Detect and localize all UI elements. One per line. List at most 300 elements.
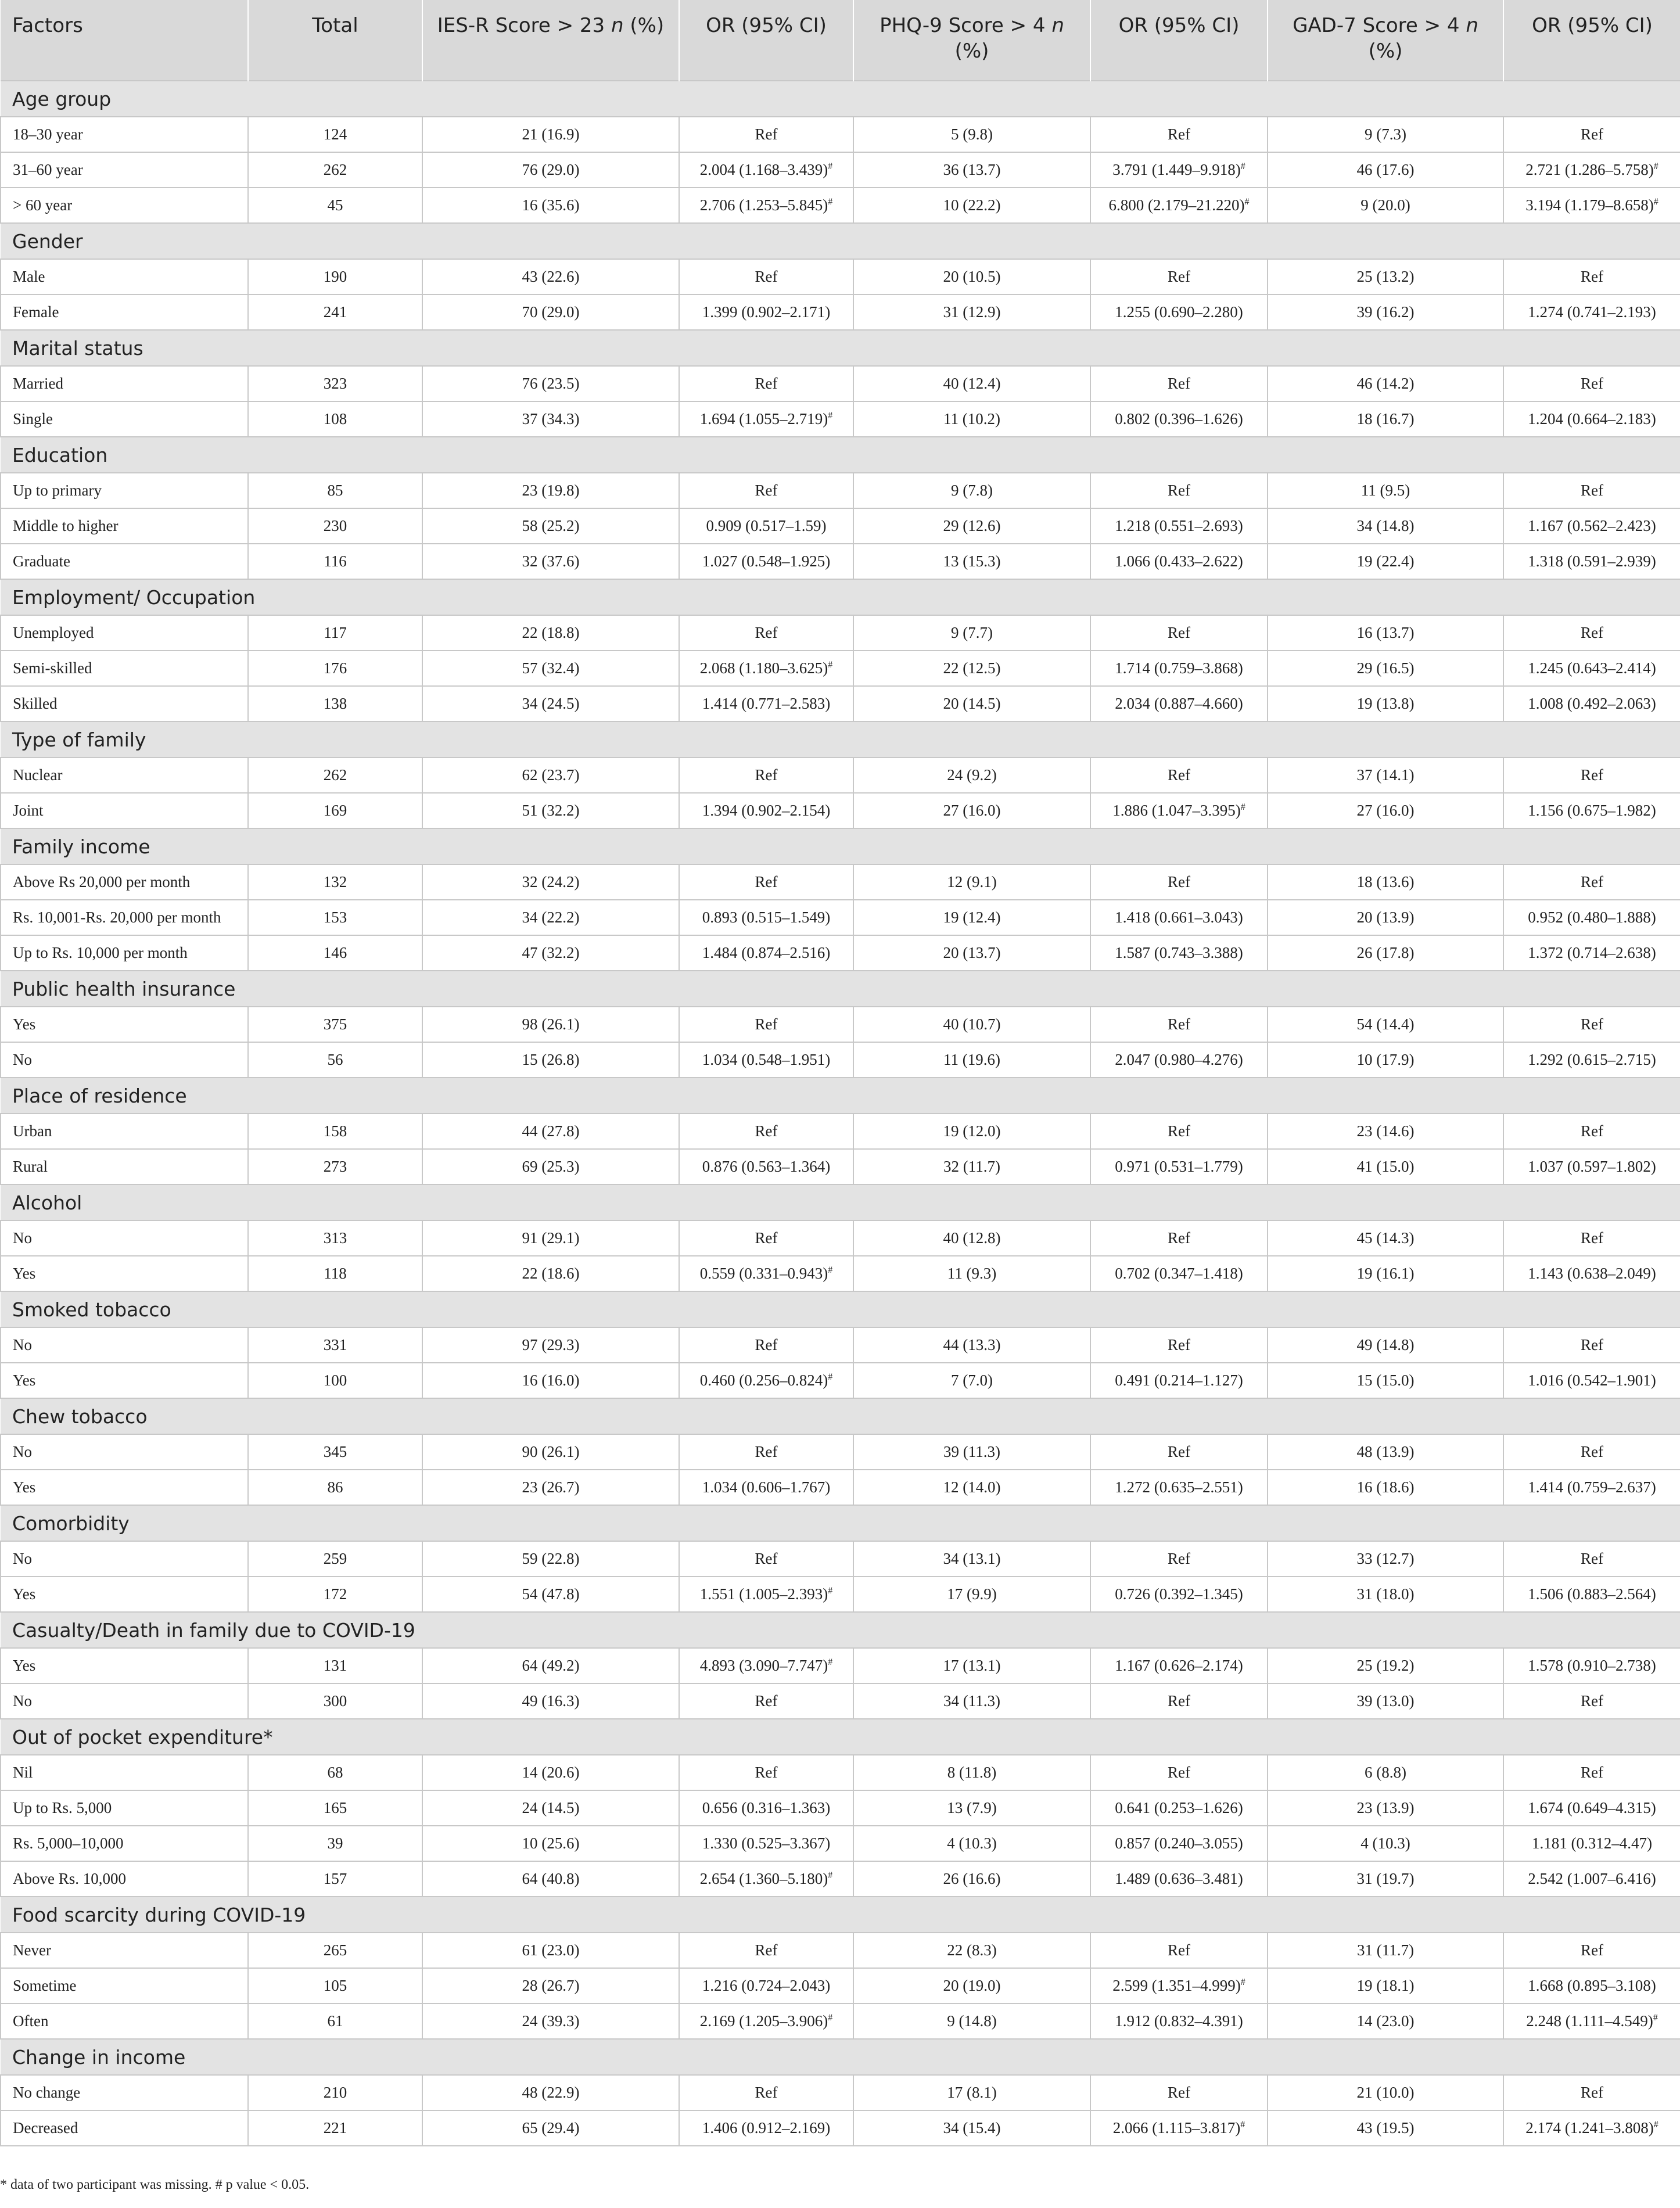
table-cell: 241	[248, 295, 422, 330]
group-header-row	[1, 971, 1680, 1007]
table-cell: Ref	[679, 2075, 853, 2110]
table-row	[1, 1826, 1680, 1861]
column-header: IES-R Score > 23 n (%)	[422, 0, 679, 81]
table-cell: 25 (13.2)	[1268, 259, 1503, 295]
row-label: No	[1, 1327, 248, 1363]
row-label: No	[1, 1042, 248, 1078]
table-cell: 0.460 (0.256–0.824)#	[679, 1363, 853, 1398]
table-cell: 40 (12.4)	[853, 366, 1090, 401]
table-row	[1, 259, 1680, 295]
significance-marker: #	[828, 2013, 833, 2023]
table-cell: Ref	[1503, 1114, 1680, 1149]
significance-marker: #	[1240, 1977, 1245, 1987]
table-cell: 1.204 (0.664–2.183)	[1503, 401, 1680, 437]
table-cell: 138	[248, 686, 422, 721]
table-cell: 32 (37.6)	[422, 544, 679, 579]
table-row	[1, 1541, 1680, 1577]
table-cell: 331	[248, 1327, 422, 1363]
significance-marker: #	[1244, 197, 1250, 207]
table-cell: 1.143 (0.638–2.049)	[1503, 1256, 1680, 1291]
table-cell: 1.034 (0.548–1.951)	[679, 1042, 853, 1078]
group-header-row	[1, 81, 1680, 117]
row-label: Nuclear	[1, 757, 248, 793]
table-row	[1, 1933, 1680, 1968]
table-row	[1, 366, 1680, 401]
table-cell: 62 (23.7)	[422, 757, 679, 793]
table-cell: 29 (16.5)	[1268, 651, 1503, 686]
table-cell: Ref	[679, 366, 853, 401]
table-cell: 76 (29.0)	[422, 152, 679, 188]
table-cell: 24 (9.2)	[853, 757, 1090, 793]
table-cell: 22 (8.3)	[853, 1933, 1090, 1968]
table-cell: 0.641 (0.253–1.626)	[1090, 1790, 1268, 1826]
table-row	[1, 295, 1680, 330]
table-cell: 17 (13.1)	[853, 1648, 1090, 1683]
group-title: Employment/ Occupation	[1, 579, 1680, 615]
group-header-row	[1, 1505, 1680, 1541]
table-cell: 70 (29.0)	[422, 295, 679, 330]
table-row	[1, 864, 1680, 900]
table-cell: 131	[248, 1648, 422, 1683]
header-row	[1, 0, 1680, 81]
table-cell: 76 (23.5)	[422, 366, 679, 401]
significance-marker: #	[828, 660, 833, 670]
table-row	[1, 2004, 1680, 2039]
table-cell: Ref	[1503, 1327, 1680, 1363]
row-label: Skilled	[1, 686, 248, 721]
table-cell: 4 (10.3)	[1268, 1826, 1503, 1861]
table-cell: 20 (10.5)	[853, 259, 1090, 295]
table-cell: 2.066 (1.115–3.817)#	[1090, 2110, 1268, 2146]
table-cell: Ref	[1090, 259, 1268, 295]
table-cell: 1.330 (0.525–3.367)	[679, 1826, 853, 1861]
group-title: Smoked tobacco	[1, 1291, 1680, 1327]
table-cell: 1.066 (0.433–2.622)	[1090, 544, 1268, 579]
table-footnote: * data of two participant was missing. # p value < 0.05.	[0, 2177, 310, 2192]
table-cell: 1.216 (0.724–2.043)	[679, 1968, 853, 2004]
table-cell: 1.694 (1.055–2.719)#	[679, 401, 853, 437]
table-cell: 22 (18.8)	[422, 615, 679, 651]
table-cell: 15 (15.0)	[1268, 1363, 1503, 1398]
table-cell: 12 (14.0)	[853, 1470, 1090, 1505]
table-cell: 10 (25.6)	[422, 1826, 679, 1861]
table-cell: Ref	[679, 1327, 853, 1363]
table-cell: Ref	[1503, 259, 1680, 295]
table-cell: Ref	[1503, 1933, 1680, 1968]
row-label: Yes	[1, 1577, 248, 1612]
table-cell: 14 (23.0)	[1268, 2004, 1503, 2039]
table-cell: 0.559 (0.331–0.943)#	[679, 1256, 853, 1291]
significance-marker: #	[1653, 197, 1659, 207]
table-cell: 2.542 (1.007–6.416)	[1503, 1861, 1680, 1897]
table-cell: Ref	[679, 117, 853, 152]
table-cell: 34 (14.8)	[1268, 508, 1503, 544]
significance-marker: #	[828, 1372, 833, 1382]
table-cell: 48 (22.9)	[422, 2075, 679, 2110]
table-cell: Ref	[1090, 473, 1268, 508]
column-header: GAD-7 Score > 4 n (%)	[1268, 0, 1503, 81]
table-cell: 26 (16.6)	[853, 1861, 1090, 1897]
table-cell: 43 (22.6)	[422, 259, 679, 295]
table-row	[1, 401, 1680, 437]
table-cell: Ref	[1090, 1933, 1268, 1968]
table-cell: 124	[248, 117, 422, 152]
table-cell: 1.372 (0.714–2.638)	[1503, 935, 1680, 971]
table-cell: 172	[248, 1577, 422, 1612]
table-cell: 47 (32.2)	[422, 935, 679, 971]
table-cell: 37 (34.3)	[422, 401, 679, 437]
table-cell: 4.893 (3.090–7.747)#	[679, 1648, 853, 1683]
table-cell: 9 (7.3)	[1268, 117, 1503, 152]
table-cell: 1.167 (0.562–2.423)	[1503, 508, 1680, 544]
table-cell: 44 (13.3)	[853, 1327, 1090, 1363]
table-cell: Ref	[1503, 757, 1680, 793]
table-cell: 1.272 (0.635–2.551)	[1090, 1470, 1268, 1505]
table-cell: 39 (16.2)	[1268, 295, 1503, 330]
table-cell: 44 (27.8)	[422, 1114, 679, 1149]
table-cell: 1.912 (0.832–4.391)	[1090, 2004, 1268, 2039]
table-cell: 18 (16.7)	[1268, 401, 1503, 437]
row-label: Yes	[1, 1648, 248, 1683]
column-header: OR (95% CI)	[679, 0, 853, 81]
row-label: Yes	[1, 1007, 248, 1042]
table-cell: 11 (9.3)	[853, 1256, 1090, 1291]
table-cell: 1.167 (0.626–2.174)	[1090, 1648, 1268, 1683]
group-header-row	[1, 1398, 1680, 1434]
table-cell: 210	[248, 2075, 422, 2110]
table-cell: 54 (47.8)	[422, 1577, 679, 1612]
table-row	[1, 117, 1680, 152]
row-label: Rs. 10,001-Rs. 20,000 per month	[1, 900, 248, 935]
column-header: OR (95% CI)	[1090, 0, 1268, 81]
table-row	[1, 1434, 1680, 1470]
table-cell: Ref	[1503, 1220, 1680, 1256]
row-label: Rs. 5,000–10,000	[1, 1826, 248, 1861]
table-cell: Ref	[1090, 864, 1268, 900]
table-cell: 1.714 (0.759–3.868)	[1090, 651, 1268, 686]
table-cell: 2.706 (1.253–5.845)#	[679, 188, 853, 223]
column-header: Total	[248, 0, 422, 81]
column-header: Factors	[1, 0, 248, 81]
table-cell: 37 (14.1)	[1268, 757, 1503, 793]
significance-marker: #	[1653, 2120, 1659, 2130]
table-cell: 34 (13.1)	[853, 1541, 1090, 1577]
significance-marker: #	[1240, 802, 1245, 812]
group-title: Age group	[1, 81, 1680, 117]
group-title: Public health insurance	[1, 971, 1680, 1007]
significance-marker: #	[1653, 161, 1659, 171]
table-cell: Ref	[679, 473, 853, 508]
table-cell: 32 (24.2)	[422, 864, 679, 900]
table-cell: Ref	[1503, 864, 1680, 900]
table-cell: 132	[248, 864, 422, 900]
row-label: Sometime	[1, 1968, 248, 2004]
table-row	[1, 1968, 1680, 2004]
table-cell: 41 (15.0)	[1268, 1149, 1503, 1184]
table-cell: 3.791 (1.449–9.918)#	[1090, 152, 1268, 188]
table-cell: 2.721 (1.286–5.758)#	[1503, 152, 1680, 188]
row-label: Above Rs. 10,000	[1, 1861, 248, 1897]
table-cell: 273	[248, 1149, 422, 1184]
table-cell: 34 (15.4)	[853, 2110, 1090, 2146]
table-cell: 1.394 (0.902–2.154)	[679, 793, 853, 828]
table-cell: 16 (16.0)	[422, 1363, 679, 1398]
row-label: Urban	[1, 1114, 248, 1149]
table-cell: 0.857 (0.240–3.055)	[1090, 1826, 1268, 1861]
table-cell: Ref	[1090, 615, 1268, 651]
table-header	[1, 0, 1680, 81]
table-cell: 25 (19.2)	[1268, 1648, 1503, 1683]
table-cell: 375	[248, 1007, 422, 1042]
table-cell: Ref	[1090, 757, 1268, 793]
significance-marker: #	[828, 1265, 833, 1275]
table-cell: 116	[248, 544, 422, 579]
table-row	[1, 686, 1680, 721]
table-cell: 0.726 (0.392–1.345)	[1090, 1577, 1268, 1612]
table-cell: 19 (12.4)	[853, 900, 1090, 935]
table-cell: 117	[248, 615, 422, 651]
row-label: Yes	[1, 1470, 248, 1505]
table-row	[1, 1220, 1680, 1256]
row-label: 18–30 year	[1, 117, 248, 152]
table-cell: 262	[248, 152, 422, 188]
table-cell: 68	[248, 1755, 422, 1790]
table-cell: 39 (11.3)	[853, 1434, 1090, 1470]
group-header-row	[1, 2039, 1680, 2075]
table-cell: 34 (24.5)	[422, 686, 679, 721]
table-cell: 100	[248, 1363, 422, 1398]
significance-marker: #	[828, 161, 833, 171]
table-cell: 61 (23.0)	[422, 1933, 679, 1968]
table-cell: 20 (13.7)	[853, 935, 1090, 971]
table-cell: 64 (49.2)	[422, 1648, 679, 1683]
group-header-row	[1, 223, 1680, 259]
group-header-row	[1, 330, 1680, 366]
table-row	[1, 900, 1680, 935]
table-cell: 45	[248, 188, 422, 223]
table-cell: 48 (13.9)	[1268, 1434, 1503, 1470]
table-cell: 6.800 (2.179–21.220)#	[1090, 188, 1268, 223]
row-label: Graduate	[1, 544, 248, 579]
table-cell: Ref	[1090, 2075, 1268, 2110]
table-cell: 21 (16.9)	[422, 117, 679, 152]
significance-marker: #	[1653, 2013, 1658, 2023]
table-cell: 6 (8.8)	[1268, 1755, 1503, 1790]
row-label: Yes	[1, 1256, 248, 1291]
table-cell: Ref	[679, 1755, 853, 1790]
table-cell: 0.952 (0.480–1.888)	[1503, 900, 1680, 935]
table-cell: 0.802 (0.396–1.626)	[1090, 401, 1268, 437]
table-cell: 39 (13.0)	[1268, 1683, 1503, 1719]
group-header-row	[1, 721, 1680, 757]
table-cell: 57 (32.4)	[422, 651, 679, 686]
table-row	[1, 1363, 1680, 1398]
table-cell: Ref	[679, 864, 853, 900]
table-cell: 5 (9.8)	[853, 117, 1090, 152]
table-cell: 23 (13.9)	[1268, 1790, 1503, 1826]
table-cell: 169	[248, 793, 422, 828]
table-cell: 1.414 (0.759–2.637)	[1503, 1470, 1680, 1505]
table-cell: 19 (12.0)	[853, 1114, 1090, 1149]
group-title: Marital status	[1, 330, 1680, 366]
table-cell: 14 (20.6)	[422, 1755, 679, 1790]
row-label: Up to Rs. 5,000	[1, 1790, 248, 1826]
row-label: Middle to higher	[1, 508, 248, 544]
table-cell: 23 (14.6)	[1268, 1114, 1503, 1149]
table-body	[1, 81, 1680, 2146]
table-cell: 9 (14.8)	[853, 2004, 1090, 2039]
table-cell: 24 (14.5)	[422, 1790, 679, 1826]
table-cell: 32 (11.7)	[853, 1149, 1090, 1184]
row-label: No	[1, 1541, 248, 1577]
table-cell: 31 (18.0)	[1268, 1577, 1503, 1612]
group-title: Type of family	[1, 721, 1680, 757]
table-cell: 7 (7.0)	[853, 1363, 1090, 1398]
table-cell: 18 (13.6)	[1268, 864, 1503, 900]
table-cell: 39	[248, 1826, 422, 1861]
table-cell: 36 (13.7)	[853, 152, 1090, 188]
table-cell: Ref	[679, 1434, 853, 1470]
table-cell: 20 (14.5)	[853, 686, 1090, 721]
table-cell: 19 (18.1)	[1268, 1968, 1503, 2004]
table-cell: 69 (25.3)	[422, 1149, 679, 1184]
row-label: Up to Rs. 10,000 per month	[1, 935, 248, 971]
table-cell: 22 (12.5)	[853, 651, 1090, 686]
table-cell: 58 (25.2)	[422, 508, 679, 544]
table-cell: 22 (18.6)	[422, 1256, 679, 1291]
group-header-row	[1, 1612, 1680, 1648]
table-cell: 1.292 (0.615–2.715)	[1503, 1042, 1680, 1078]
table-row	[1, 1042, 1680, 1078]
row-label: No change	[1, 2075, 248, 2110]
significance-marker: #	[828, 1586, 833, 1596]
group-header-row	[1, 1184, 1680, 1220]
table-cell: 24 (39.3)	[422, 2004, 679, 2039]
table-cell: Ref	[1503, 2075, 1680, 2110]
group-header-row	[1, 1291, 1680, 1327]
table-row	[1, 1256, 1680, 1291]
table-cell: 86	[248, 1470, 422, 1505]
group-title: Family income	[1, 828, 1680, 864]
table-cell: 13 (15.3)	[853, 544, 1090, 579]
table-cell: Ref	[679, 1007, 853, 1042]
row-label: Female	[1, 295, 248, 330]
column-header: OR (95% CI)	[1503, 0, 1680, 81]
table-cell: 11 (19.6)	[853, 1042, 1090, 1078]
table-cell: 43 (19.5)	[1268, 2110, 1503, 2146]
table-row	[1, 2075, 1680, 2110]
table-cell: 10 (22.2)	[853, 188, 1090, 223]
table-cell: 23 (19.8)	[422, 473, 679, 508]
table-cell: Ref	[679, 1114, 853, 1149]
group-header-row	[1, 1897, 1680, 1933]
table-cell: 11 (10.2)	[853, 401, 1090, 437]
table-cell: 158	[248, 1114, 422, 1149]
table-cell: 10 (17.9)	[1268, 1042, 1503, 1078]
table-cell: Ref	[679, 1541, 853, 1577]
table-cell: 230	[248, 508, 422, 544]
table-cell: 46 (14.2)	[1268, 366, 1503, 401]
table-cell: Ref	[1090, 1755, 1268, 1790]
table-cell: 65 (29.4)	[422, 2110, 679, 2146]
table-row	[1, 188, 1680, 223]
table-cell: Ref	[1503, 366, 1680, 401]
table-row	[1, 1790, 1680, 1826]
row-label: Decreased	[1, 2110, 248, 2146]
group-header-row	[1, 437, 1680, 473]
table-row	[1, 152, 1680, 188]
table-cell: Ref	[1503, 1434, 1680, 1470]
table-cell: Ref	[1090, 1541, 1268, 1577]
table-cell: 34 (11.3)	[853, 1683, 1090, 1719]
table-row	[1, 1114, 1680, 1149]
table-cell: 13 (7.9)	[853, 1790, 1090, 1826]
row-label: Never	[1, 1933, 248, 1968]
table-cell: Ref	[1090, 1434, 1268, 1470]
table-cell: 54 (14.4)	[1268, 1007, 1503, 1042]
group-header-row	[1, 1078, 1680, 1114]
table-cell: 98 (26.1)	[422, 1007, 679, 1042]
table-cell: 1.484 (0.874–2.516)	[679, 935, 853, 971]
table-cell: 17 (8.1)	[853, 2075, 1090, 2110]
table-cell: 97 (29.3)	[422, 1327, 679, 1363]
row-label: No	[1, 1434, 248, 1470]
table-cell: Ref	[1090, 1683, 1268, 1719]
table-cell: 108	[248, 401, 422, 437]
table-cell: 33 (12.7)	[1268, 1541, 1503, 1577]
table-cell: 20 (19.0)	[853, 1968, 1090, 2004]
table-cell: 28 (26.7)	[422, 1968, 679, 2004]
table-cell: 2.034 (0.887–4.660)	[1090, 686, 1268, 721]
table-cell: 0.491 (0.214–1.127)	[1090, 1363, 1268, 1398]
table-cell: 1.506 (0.883–2.564)	[1503, 1577, 1680, 1612]
group-title: Education	[1, 437, 1680, 473]
table-row	[1, 508, 1680, 544]
table-cell: 0.876 (0.563–1.364)	[679, 1149, 853, 1184]
row-label: Married	[1, 366, 248, 401]
row-label: Often	[1, 2004, 248, 2039]
significance-marker: #	[828, 1870, 833, 1880]
table-cell: 29 (12.6)	[853, 508, 1090, 544]
row-label: Rural	[1, 1149, 248, 1184]
table-cell: 1.406 (0.912–2.169)	[679, 2110, 853, 2146]
table-cell: Ref	[679, 1220, 853, 1256]
table-cell: 1.551 (1.005–2.393)#	[679, 1577, 853, 1612]
table-cell: 1.668 (0.895–3.108)	[1503, 1968, 1680, 2004]
table-cell: 157	[248, 1861, 422, 1897]
table-cell: 0.656 (0.316–1.363)	[679, 1790, 853, 1826]
row-label: 31–60 year	[1, 152, 248, 188]
table-cell: 221	[248, 2110, 422, 2146]
table-row	[1, 793, 1680, 828]
group-title: Place of residence	[1, 1078, 1680, 1114]
table-cell: 16 (13.7)	[1268, 615, 1503, 651]
group-header-row	[1, 828, 1680, 864]
table-cell: Ref	[1503, 473, 1680, 508]
table-cell: 9 (7.8)	[853, 473, 1090, 508]
group-title: Food scarcity during COVID-19	[1, 1897, 1680, 1933]
table-row	[1, 1470, 1680, 1505]
table-cell: 11 (9.5)	[1268, 473, 1503, 508]
table-cell: 59 (22.8)	[422, 1541, 679, 1577]
group-title: Comorbidity	[1, 1505, 1680, 1541]
table-row	[1, 1327, 1680, 1363]
row-label: Nil	[1, 1755, 248, 1790]
table-cell: 17 (9.9)	[853, 1577, 1090, 1612]
table-cell: Ref	[1090, 366, 1268, 401]
table-cell: Ref	[679, 1933, 853, 1968]
table-cell: Ref	[1503, 1007, 1680, 1042]
